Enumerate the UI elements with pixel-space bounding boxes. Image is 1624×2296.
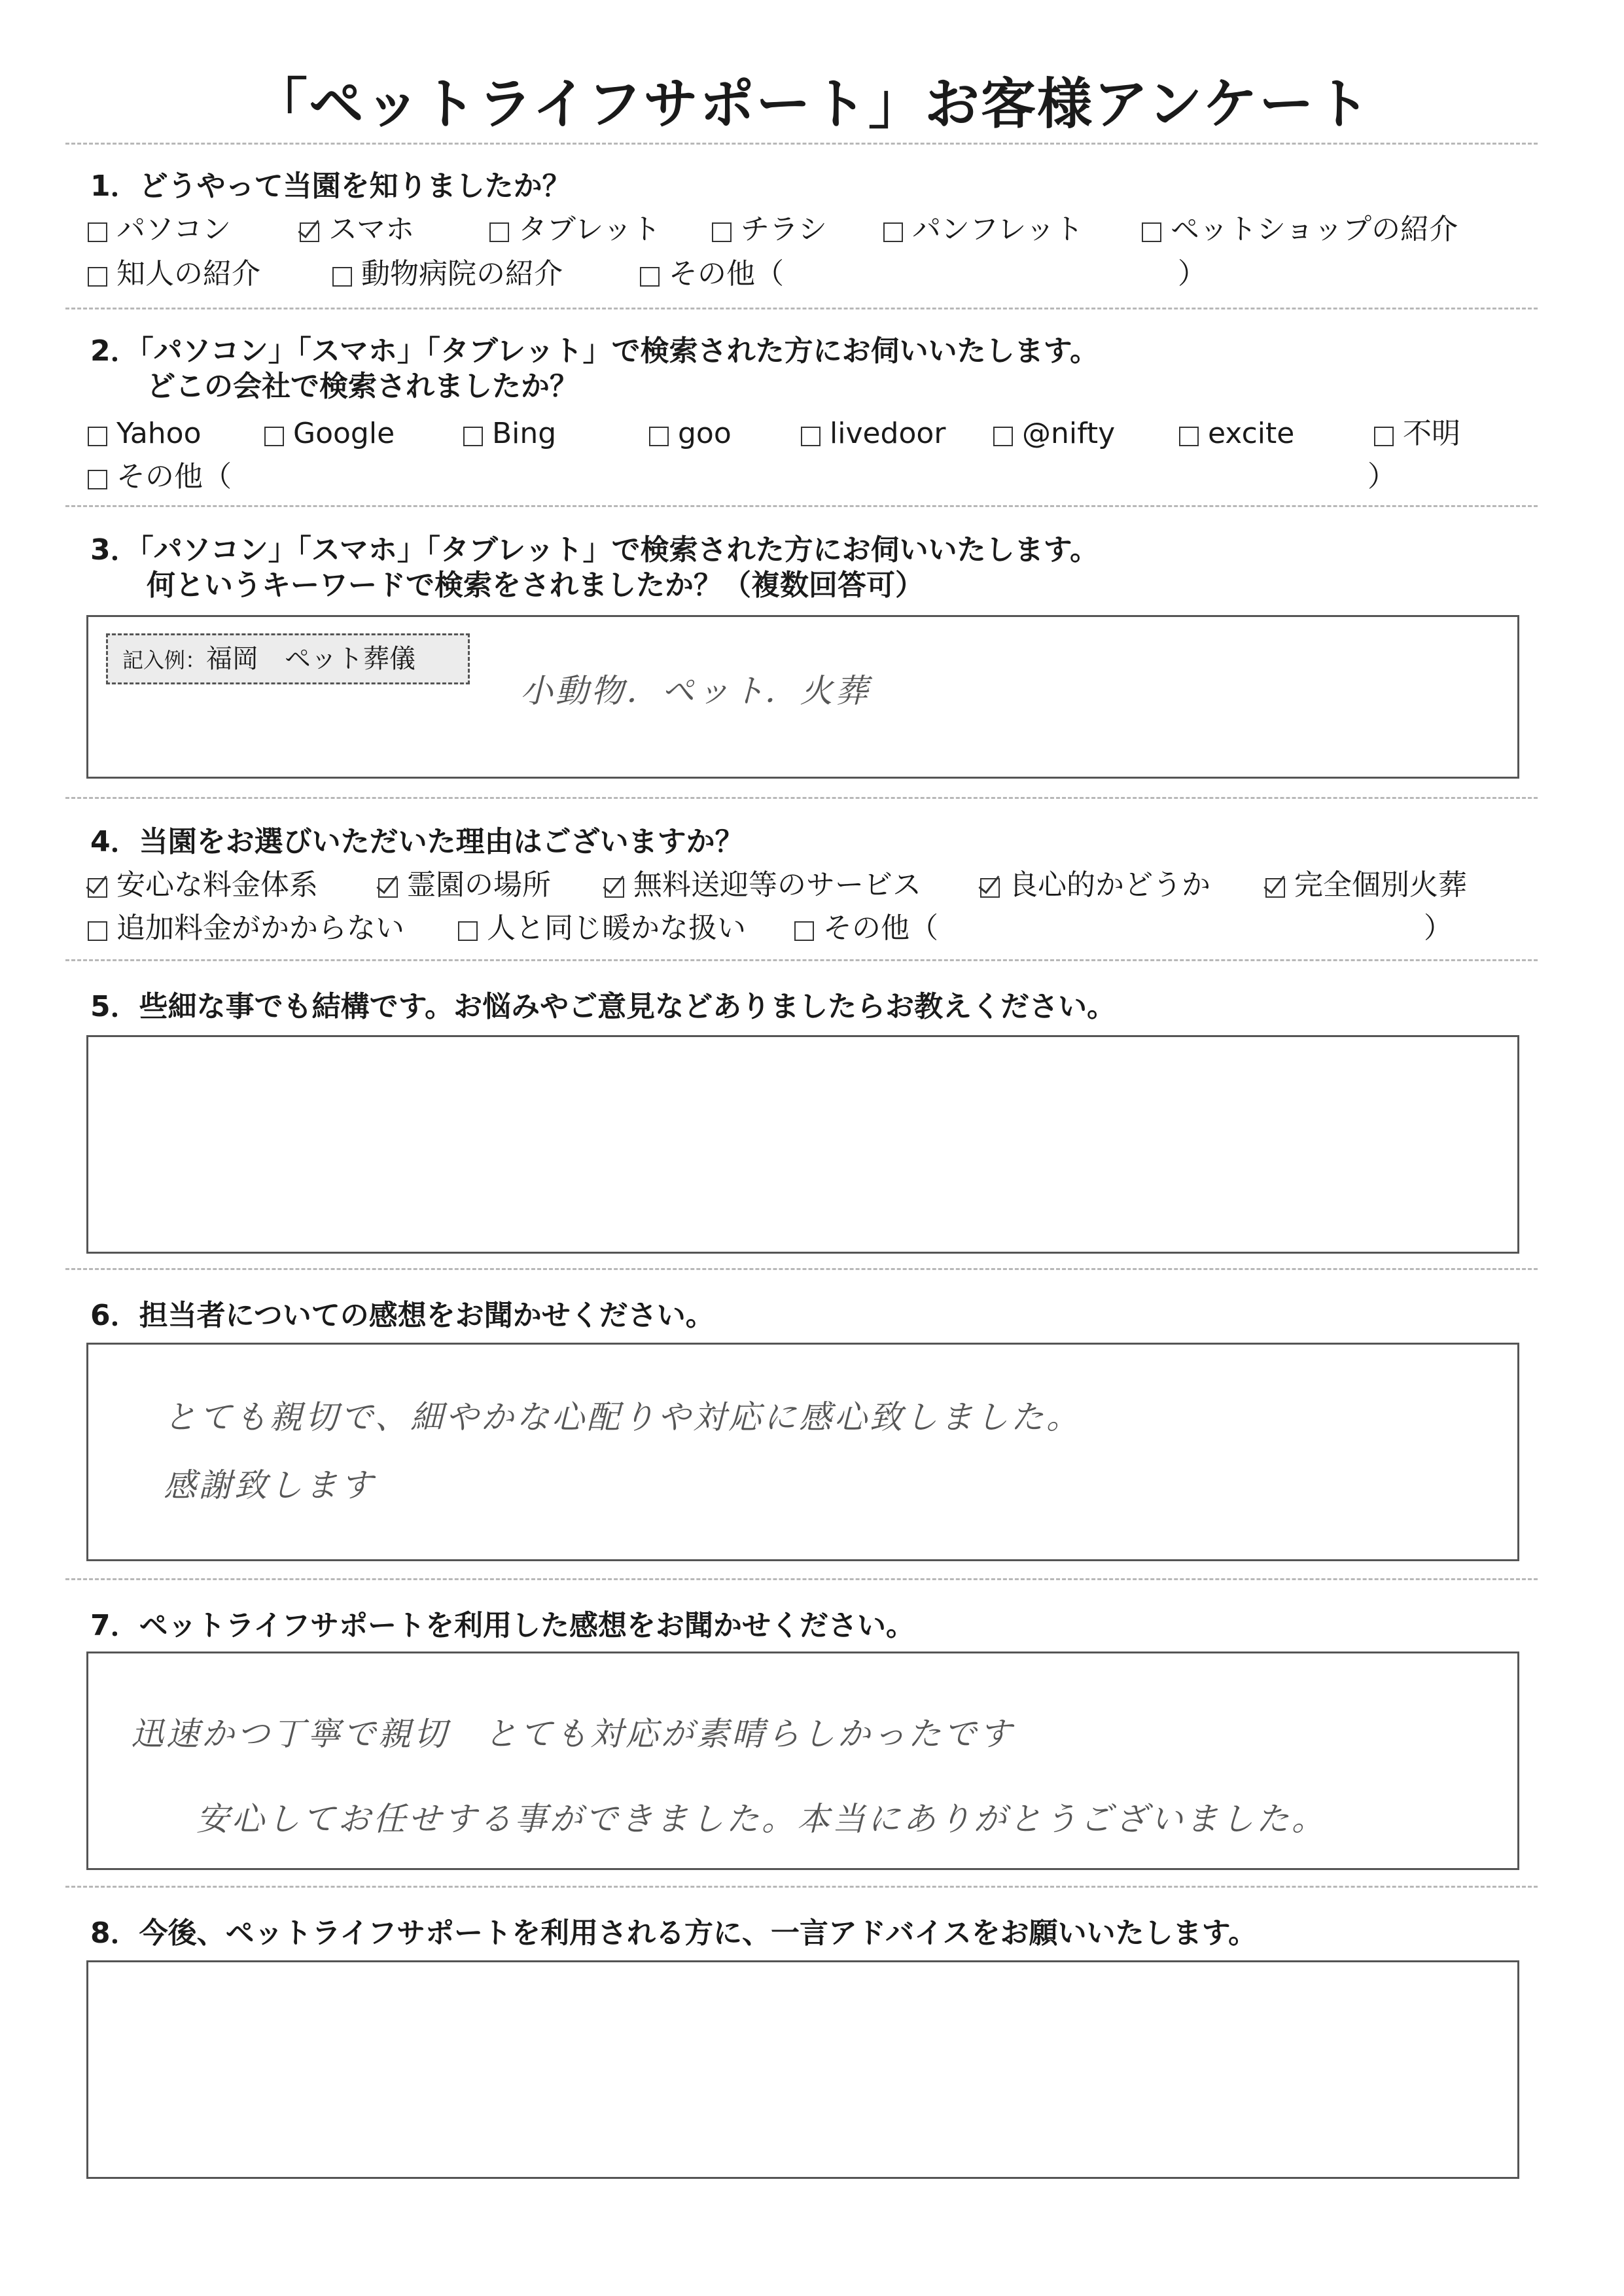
q2-other-close: ） xyxy=(1368,460,1396,493)
q3-handwritten-answer: 小動物．ペット．火葬 xyxy=(520,672,871,710)
q3-example-note: 記入例：福岡 ペット葬儀 xyxy=(106,633,470,684)
divider xyxy=(65,143,1538,145)
checkbox[interactable] xyxy=(794,921,814,941)
q6-handwritten-line-1: とても親切で、細やかな心配りや対応に感心致しました。 xyxy=(164,1398,1082,1436)
checkbox[interactable] xyxy=(801,427,821,446)
q4-option-conscientious[interactable]: 良心的かどうか xyxy=(980,868,1210,903)
checkbox[interactable] xyxy=(332,267,352,287)
q7-handwritten-line-1: 迅速かつ丁寧で親切 とても対応が素晴らしかったです xyxy=(131,1715,1014,1753)
q4-other-close: ） xyxy=(1424,911,1453,945)
question-3-label: 3．「パソコン」「スマホ」「タブレット」で検索された方にお伺いいたします。 何というキーワードで検索をされましたか？（複数回答可） xyxy=(90,533,1099,602)
checkbox[interactable] xyxy=(489,222,509,242)
q2-option-yahoo[interactable]: Yahoo xyxy=(88,416,202,451)
question-7-label: 7．ペットライフサポートを利用した感想をお聞かせください。 xyxy=(90,1609,915,1642)
divider xyxy=(65,1886,1538,1888)
q1-other-close: ） xyxy=(1178,257,1207,291)
q1-option-petshop[interactable]: ペットショップの紹介 xyxy=(1142,212,1458,247)
q1-option-acquaintance[interactable]: 知人の紹介 xyxy=(88,256,260,292)
question-4-label: 4．当園をお選びいただいた理由はございますか？ xyxy=(90,825,744,858)
divider xyxy=(65,959,1538,961)
question-1-label: 1．どうやって当園を知りましたか？ xyxy=(90,169,571,203)
checkbox[interactable] xyxy=(463,427,483,446)
checkbox[interactable] xyxy=(1374,427,1394,446)
q7-handwritten-line-2: 安心してお任せする事ができました。本当にありがとうございました。 xyxy=(196,1800,1327,1838)
question-2-label: 2．「パソコン」「スマホ」「タブレット」で検索された方にお伺いいたします。 どこの会社で検索されましたか？ xyxy=(90,334,1099,403)
checkbox[interactable] xyxy=(640,267,660,287)
checkbox[interactable] xyxy=(88,267,107,287)
checkbox[interactable] xyxy=(993,427,1013,446)
checkbox[interactable] xyxy=(649,427,669,446)
question-8-label: 8．今後、ペットライフサポートを利用される方に、一言アドバイスをお願いいたします。 xyxy=(90,1916,1258,1950)
checkbox[interactable] xyxy=(1142,222,1161,242)
question-6-label: 6．担当者についての感想をお聞かせください。 xyxy=(90,1299,715,1332)
checkbox-checked[interactable] xyxy=(980,878,1000,898)
q1-option-flyer[interactable]: チラシ xyxy=(712,212,827,247)
q4-option-free-pickup[interactable]: 無料送迎等のサービス xyxy=(605,868,921,903)
q5-answer-box[interactable] xyxy=(86,1035,1519,1254)
checkbox-checked[interactable] xyxy=(88,878,107,898)
q1-option-pamphlet[interactable]: パンフレット xyxy=(883,212,1084,247)
q4-option-location[interactable]: 霊園の場所 xyxy=(378,868,551,903)
checkbox[interactable] xyxy=(264,427,284,446)
checkbox-checked[interactable] xyxy=(300,222,319,242)
divider xyxy=(65,1578,1538,1580)
question-5-label: 5．些細な事でも結構です。お悩みやご意見などありましたらお教えください。 xyxy=(90,990,1116,1023)
q4-option-other[interactable]: その他（ xyxy=(794,911,938,946)
survey-title: 「ペットライフサポート」お客様アンケート xyxy=(253,72,1371,136)
q4-option-warm-treatment[interactable]: 人と同じ暖かな扱い xyxy=(458,911,746,946)
checkbox[interactable] xyxy=(88,470,107,489)
checkbox[interactable] xyxy=(88,427,107,446)
q2-option-google[interactable]: Google xyxy=(264,416,395,451)
q2-option-nifty[interactable]: @nifty xyxy=(993,416,1115,451)
q4-option-no-extra-fees[interactable]: 追加料金がかからない xyxy=(88,911,404,946)
q2-option-other[interactable]: その他（ xyxy=(88,459,232,495)
divider xyxy=(65,308,1538,309)
divider xyxy=(65,1268,1538,1270)
checkbox[interactable] xyxy=(88,921,107,941)
q2-option-unknown[interactable]: 不明 xyxy=(1374,416,1460,451)
divider xyxy=(65,505,1538,507)
q2-option-livedoor[interactable]: livedoor xyxy=(801,416,945,451)
checkbox-checked[interactable] xyxy=(605,878,624,898)
divider xyxy=(65,797,1538,799)
q4-option-price[interactable]: 安心な料金体系 xyxy=(88,868,318,903)
q1-option-other[interactable]: その他（ xyxy=(640,256,784,292)
checkbox-checked[interactable] xyxy=(378,878,398,898)
q1-option-tablet[interactable]: タブレット xyxy=(489,212,661,247)
q2-option-excite[interactable]: excite xyxy=(1179,416,1294,451)
checkbox[interactable] xyxy=(1179,427,1199,446)
q1-option-vet[interactable]: 動物病院の紹介 xyxy=(332,256,563,292)
checkbox[interactable] xyxy=(883,222,903,242)
q8-answer-box[interactable] xyxy=(86,1960,1519,2179)
checkbox[interactable] xyxy=(88,222,107,242)
checkbox[interactable] xyxy=(712,222,732,242)
q2-option-goo[interactable]: goo xyxy=(649,416,732,451)
q4-option-individual-cremation[interactable]: 完全個別火葬 xyxy=(1265,868,1467,903)
checkbox-checked[interactable] xyxy=(1265,878,1285,898)
checkbox[interactable] xyxy=(458,921,478,941)
q6-answer-box[interactable] xyxy=(86,1343,1519,1561)
q6-handwritten-line-2: 感謝致します xyxy=(164,1466,376,1504)
q2-option-bing[interactable]: Bing xyxy=(463,416,556,451)
q1-option-pc[interactable]: パソコン xyxy=(88,212,231,247)
q1-option-smartphone[interactable]: スマホ xyxy=(300,212,414,247)
